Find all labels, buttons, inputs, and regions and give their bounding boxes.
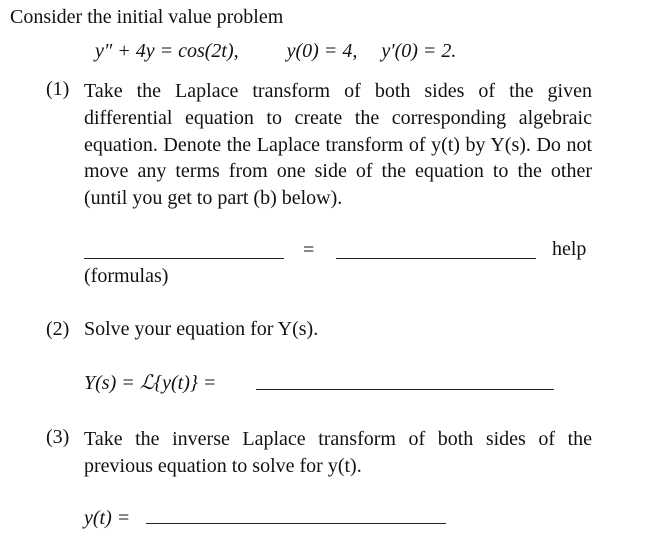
yt-answer-label: y(t) = <box>84 507 131 529</box>
part1-number: (1) <box>46 78 70 100</box>
laplace-lhs-input[interactable] <box>84 258 284 259</box>
initial-condition-y: y(0) = 4, <box>286 40 358 62</box>
ys-answer-label: Y(s) = ℒ{y(t)} = <box>84 372 217 394</box>
yt-answer-input[interactable] <box>146 523 446 524</box>
help-link[interactable]: help <box>552 238 587 260</box>
part3-number: (3) <box>46 426 70 448</box>
initial-condition-yprime: y′(0) = 2. <box>381 40 457 62</box>
part1-text: Take the Laplace transform of both sides of the given differential equation to create the corresponding algebraic equation. Denote the Laplace transform of y(t) by Y(s). Do not move any terms from one side of the equation to the other (until you get to part (b) below). <box>84 80 592 210</box>
problem-intro: Consider the initial value problem <box>10 6 284 28</box>
laplace-rhs-input[interactable] <box>336 258 536 259</box>
part3-text: Take the inverse Laplace transform of both sides of the previous equation to solve for y(t). <box>84 428 592 477</box>
equals-sign: = <box>303 239 315 261</box>
part2-number: (2) <box>46 318 70 340</box>
problem-equation <box>95 40 456 63</box>
formulas-link[interactable]: (formulas) <box>84 265 169 287</box>
ys-answer-input[interactable] <box>256 389 554 390</box>
part2-text: Solve your equation for Y(s). <box>84 318 319 340</box>
ode-equation: y″ + 4y = cos(2t), <box>95 40 239 62</box>
